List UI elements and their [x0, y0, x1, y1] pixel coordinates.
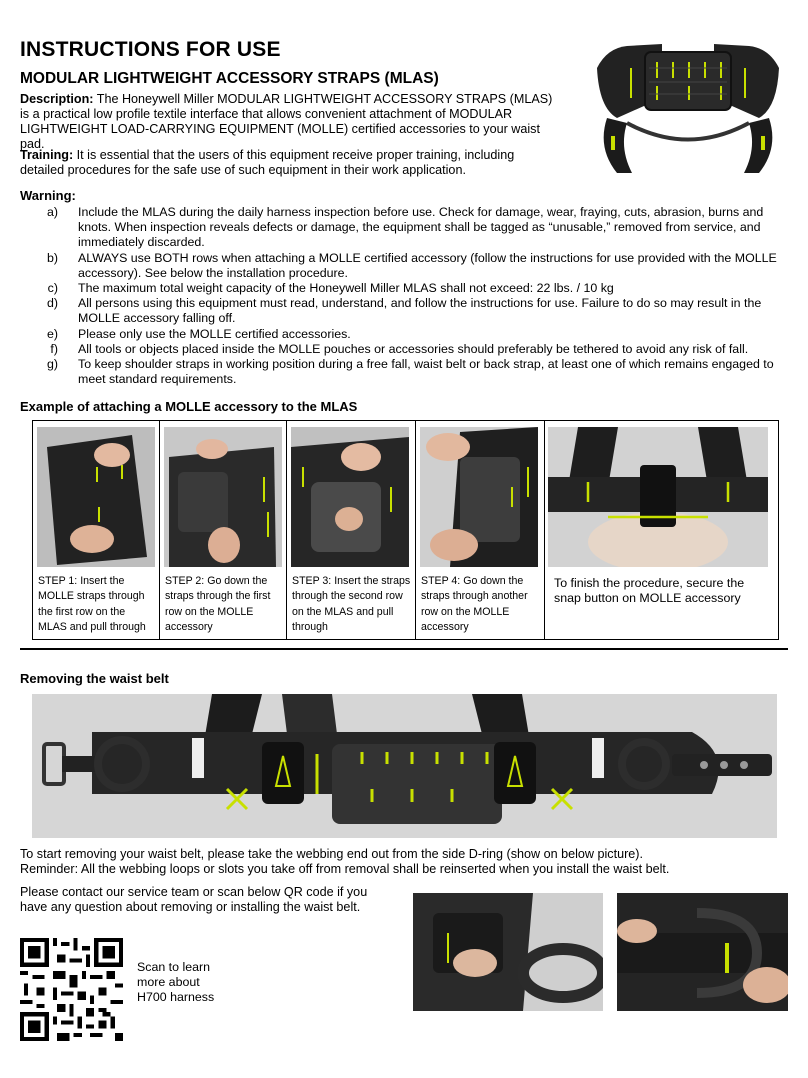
warning-item: d) All persons using this equipment must read, understand, and follow the instructions for use. Failure to do so may result in the MOLLE accessory falling off.: [46, 296, 762, 326]
harness-back-photo: [587, 38, 789, 180]
step-cell: [160, 421, 287, 639]
step-caption: STEP 1: Insert the MOLLE straps through the first row on the MLAS and pull through: [38, 575, 146, 633]
warning-item: a) Include the MLAS during the daily harness inspection before use. Check for damage, wear, fraying, cuts, abrasion, burns and knots. When inspection reveals defects or damage, the equipment shall be tagged as “unusable,” removed from service, and immediately discarded.: [46, 205, 764, 250]
step-1-photo: [37, 427, 155, 567]
page-subtitle: MODULAR LIGHTWEIGHT ACCESSORY STRAPS (MLAS): [20, 70, 439, 87]
removing-line-2: Reminder: All the webbing loops or slots you take off from removal shall be reinserted when you install the waist belt.: [20, 862, 670, 876]
page-title: INSTRUCTIONS FOR USE: [20, 38, 281, 61]
step-caption: STEP 4: Go down the straps through another row on the MOLLE accessory: [421, 575, 528, 633]
removing-heading: Removing the waist belt: [20, 671, 169, 686]
warning-item: f) All tools or objects placed inside the MOLLE pouches or accessories should preferably be tethered to avoid any risk of fall.: [50, 341, 749, 356]
step-cell: [545, 421, 778, 639]
step-caption: STEP 3: Insert the straps through the second row on the MLAS and pull through: [292, 575, 411, 633]
warning-item: b) ALWAYS use BOTH rows when attaching a MOLLE certified accessory (follow the instructions for use provided with the MOLLE accessory). See below the installation procedure.: [46, 250, 777, 280]
waist-belt-photo: [32, 694, 777, 838]
steps-table: [32, 420, 779, 640]
contact-text: Please contact our service team or scan below QR code if you have any question about removing or installing the waist belt.: [20, 885, 368, 914]
d-ring-photo-right: [617, 893, 788, 1011]
step-caption: To finish the procedure, secure the snap button on MOLLE accessory: [554, 576, 745, 606]
step-4-photo: [420, 427, 538, 567]
description-paragraph: Description: The Honeywell Miller MODULAR LIGHTWEIGHT ACCESSORY STRAPS (MLAS) is a practical low profile textile interface that allows convenient attachment of MODULAR LIGHTWEIGHT LOAD-CARRYING EQUIPMENT (MOLLE) certified accessories to your waist pad.: [20, 92, 553, 151]
finish-photo: [548, 427, 768, 567]
step-2-photo: [164, 427, 282, 567]
step-3-photo: [291, 427, 409, 567]
warning-item: g) To keep shoulder straps in working position during a free fall, waist belt or back strap, at least one of which remains engaged to meet standard requirements.: [46, 357, 774, 387]
training-paragraph: Training: It is essential that the users of this equipment receive proper training, including detailed procedures for the safe use of such equipment in their work application.: [20, 148, 515, 177]
warning-heading: Warning:: [20, 188, 76, 203]
warning-item: e) Please only use the MOLLE certified accessories.: [46, 326, 351, 341]
d-ring-photo-left: [413, 893, 603, 1011]
example-heading: Example of attaching a MOLLE accessory to the MLAS: [20, 399, 358, 414]
section-divider: [20, 648, 788, 650]
step-cell: [33, 421, 160, 639]
scan-caption: Scan to learn more about H700 harness: [137, 960, 215, 1004]
qr-code[interactable]: [20, 938, 123, 1041]
warning-item: c) The maximum total weight capacity of the Honeywell Miller MLAS shall not exceed: 22 lbs. / 10 kg: [47, 281, 614, 296]
step-cell: [287, 421, 416, 639]
step-cell: [416, 421, 545, 639]
step-caption: STEP 2: Go down the straps through the first row on the MOLLE accessory: [165, 575, 271, 633]
removing-line-1: To start removing your waist belt, please take the webbing end out from the side D-ring (show on below picture).: [20, 847, 644, 861]
warning-list: [20, 205, 795, 387]
